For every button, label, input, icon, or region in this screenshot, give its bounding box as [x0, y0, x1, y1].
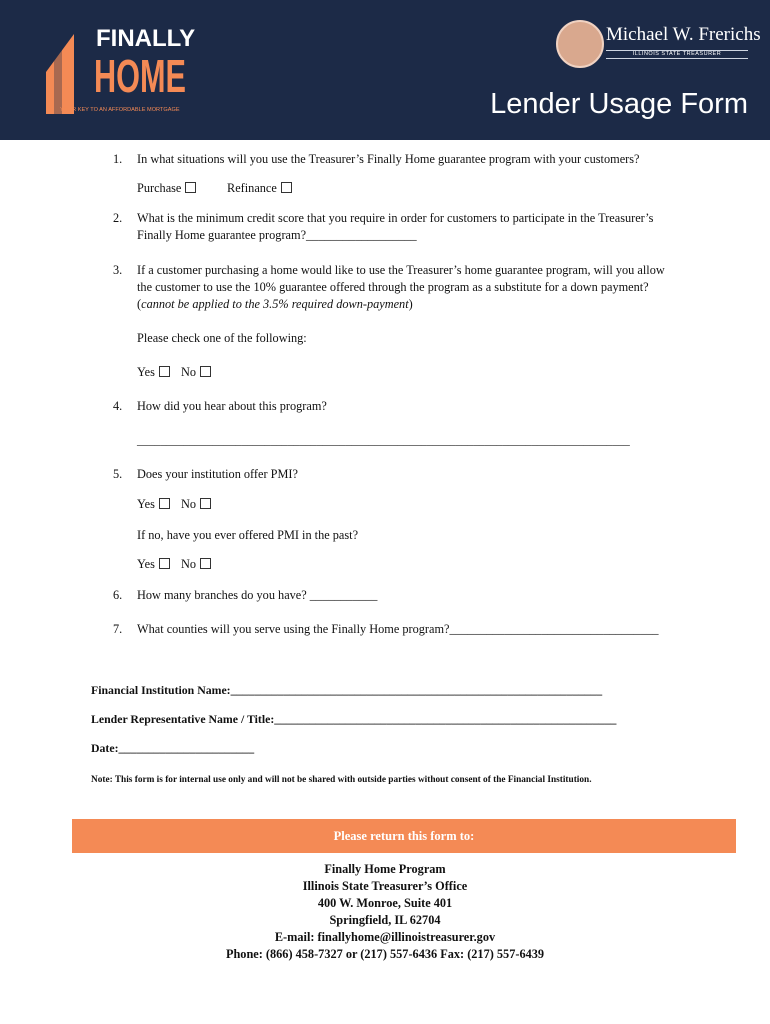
question-4-answer-line[interactable]: _____________________________________________________________________________________	[137, 434, 630, 447]
lender-representative-field[interactable]: Lender Representative Name / Title:__________________________________________________________	[91, 712, 617, 726]
institution-name-field[interactable]: Financial Institution Name:_______________________________________________________________	[91, 683, 603, 697]
refinance-checkbox[interactable]	[281, 182, 292, 193]
q5-no-checkbox[interactable]	[200, 498, 211, 509]
address-phone-fax: Phone: (866) 458-7327 or (217) 557-6436 Fax: (217) 557-6439	[225, 947, 545, 961]
q5b-no-checkbox[interactable]	[200, 558, 211, 569]
finally-home-logo	[44, 22, 194, 118]
treasurer-seal-icon	[556, 20, 604, 68]
question-3-text-line2: the customer to use the 10% guarantee offered through the program as a substitute for a down payment?	[137, 280, 649, 294]
question-4-number: 4.	[113, 399, 123, 413]
q5b-no-label: No	[181, 557, 197, 571]
q3-no[interactable]	[181, 364, 211, 381]
q5b-no[interactable]	[181, 556, 211, 573]
option-refinance[interactable]	[227, 180, 292, 197]
form-title: Lender Usage Form	[490, 88, 748, 120]
note-italic: cannot be applied to the 3.5% required down-payment	[141, 297, 409, 311]
option-refinance-label: Refinance	[227, 181, 277, 195]
q3-yes-checkbox[interactable]	[159, 366, 170, 377]
logo-tagline: YOUR KEY TO AN AFFORDABLE MORTGAGE	[60, 107, 180, 113]
question-1-number: 1.	[113, 152, 123, 166]
q5b-yes-checkbox[interactable]	[159, 558, 170, 569]
question-1-text: In what situations will you use the Treasurer’s Finally Home guarantee program with your customers?	[137, 152, 640, 166]
address-office: Illinois State Treasurer’s Office	[302, 879, 468, 893]
question-5-followup: If no, have you ever offered PMI in the past?	[137, 528, 359, 542]
address-program: Finally Home Program	[324, 862, 446, 876]
question-6-text[interactable]: How many branches do you have? ___________	[137, 588, 378, 602]
option-purchase[interactable]	[137, 180, 196, 197]
q5-yes[interactable]	[137, 496, 170, 513]
question-3-prompt: Please check one of the following:	[137, 331, 307, 345]
address-email[interactable]: E-mail: finallyhome@illinoistreasurer.gov	[274, 930, 496, 944]
q3-no-checkbox[interactable]	[200, 366, 211, 377]
q5-yes-checkbox[interactable]	[159, 498, 170, 509]
q3-yes[interactable]	[137, 364, 170, 381]
q3-no-label: No	[181, 365, 197, 379]
question-4-text: How did you hear about this program?	[137, 399, 327, 413]
q5-no-label: No	[181, 497, 197, 511]
page-header	[0, 0, 770, 140]
question-3-text-line1: If a customer purchasing a home would like to use the Treasurer’s home guarantee program, will you allow	[137, 263, 665, 277]
purchase-checkbox[interactable]	[185, 182, 196, 193]
q5b-yes[interactable]	[137, 556, 170, 573]
treasurer-logo	[556, 20, 761, 70]
treasurer-title: ILLINOIS STATE TREASURER	[606, 50, 748, 59]
question-2-number: 2.	[113, 211, 123, 225]
internal-use-note: Note: This form is for internal use only and will not be shared with outside parties without consent of the Financial Institution.	[91, 775, 592, 785]
address-city: Springfield, IL 62704	[329, 913, 441, 927]
note-close: )	[408, 297, 413, 311]
question-2-text-line2[interactable]: Finally Home guarantee program?__________________	[137, 228, 417, 242]
logo-line2: HOME	[94, 50, 186, 102]
question-7-text[interactable]: What counties will you serve using the Finally Home program?__________________________________	[137, 622, 659, 636]
q5-yes-label: Yes	[137, 497, 155, 511]
return-banner-text: Please return this form to:	[333, 829, 475, 843]
address-street: 400 W. Monroe, Suite 401	[317, 896, 453, 910]
question-3-number: 3.	[113, 263, 123, 277]
note-open: (	[137, 297, 142, 311]
treasurer-name: Michael W. Frerichs	[606, 24, 761, 45]
question-5-number: 5.	[113, 467, 123, 481]
date-field[interactable]: Date:_______________________	[91, 741, 255, 755]
option-purchase-label: Purchase	[137, 181, 182, 195]
question-7-number: 7.	[113, 622, 123, 636]
logo-line1: FINALLY	[96, 25, 196, 52]
q5b-yes-label: Yes	[137, 557, 155, 571]
q5-no[interactable]	[181, 496, 211, 513]
question-3-note	[137, 296, 413, 313]
question-5-text: Does your institution offer PMI?	[137, 467, 298, 481]
question-6-number: 6.	[113, 588, 123, 602]
q3-yes-label: Yes	[137, 365, 155, 379]
question-2-text-line1: What is the minimum credit score that you require in order for customers to participate in the Treasurer’s	[137, 211, 654, 225]
return-banner	[72, 819, 736, 853]
